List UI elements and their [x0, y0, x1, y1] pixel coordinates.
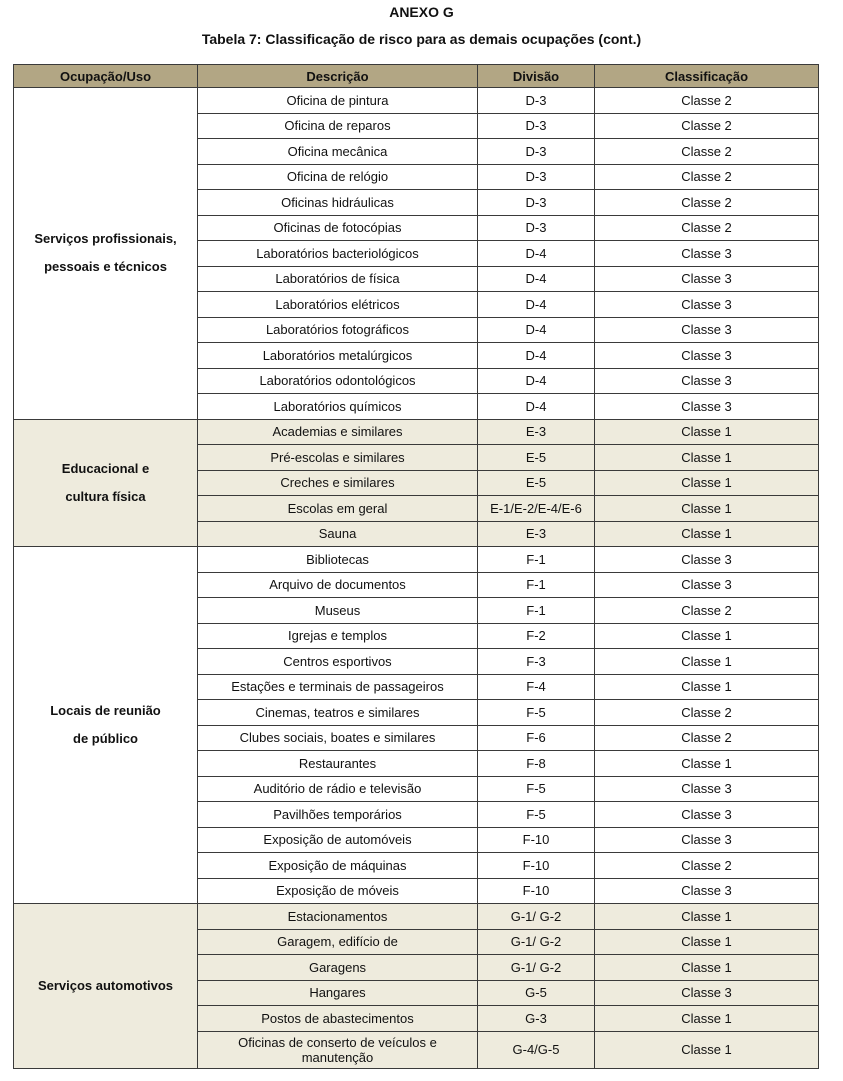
classification-cell: Classe 2: [595, 88, 819, 114]
division-cell: F-10: [478, 827, 595, 853]
classification-cell: Classe 1: [595, 496, 819, 522]
occupation-group-cell: [14, 419, 198, 547]
division-cell: F-5: [478, 776, 595, 802]
description-cell: Laboratórios metalúrgicos: [198, 343, 478, 369]
division-cell: F-10: [478, 878, 595, 904]
classification-cell: Classe 2: [595, 190, 819, 216]
description-cell: Oficina de pintura: [198, 88, 478, 114]
division-cell: D-3: [478, 113, 595, 139]
classification-cell: Classe 1: [595, 955, 819, 981]
classification-cell: Classe 1: [595, 751, 819, 777]
division-cell: D-4: [478, 368, 595, 394]
division-cell: E-5: [478, 445, 595, 471]
division-cell: F-2: [478, 623, 595, 649]
classification-cell: Classe 3: [595, 394, 819, 420]
division-cell: E-3: [478, 419, 595, 445]
classification-cell: Classe 1: [595, 904, 819, 930]
table-caption: Tabela 7: Classificação de risco para as demais ocupações (cont.): [201, 31, 642, 47]
classification-cell: Classe 3: [595, 266, 819, 292]
description-cell: Clubes sociais, boates e similares: [198, 725, 478, 751]
description-cell: Exposição de móveis: [198, 878, 478, 904]
classification-cell: Classe 3: [595, 343, 819, 369]
division-cell: D-4: [478, 241, 595, 267]
classification-cell: Classe 1: [595, 1006, 819, 1032]
description-cell: Exposição de máquinas: [198, 853, 478, 879]
description-cell: Oficinas de conserto de veículos e manutenção: [198, 1031, 478, 1068]
annex-title: ANEXO G: [389, 4, 454, 20]
division-cell: E-5: [478, 470, 595, 496]
description-cell: Escolas em geral: [198, 496, 478, 522]
occupation-group-cell: [14, 88, 198, 420]
classification-cell: Classe 3: [595, 980, 819, 1006]
description-cell: Creches e similares: [198, 470, 478, 496]
division-cell: D-3: [478, 164, 595, 190]
classification-cell: Classe 3: [595, 241, 819, 267]
classification-cell: Classe 3: [595, 572, 819, 598]
division-cell: F-4: [478, 674, 595, 700]
classification-cell: Classe 2: [595, 725, 819, 751]
description-cell: Pré-escolas e similares: [198, 445, 478, 471]
division-cell: D-4: [478, 266, 595, 292]
description-cell: Arquivo de documentos: [198, 572, 478, 598]
table-header: [14, 65, 819, 88]
table-row: [14, 904, 819, 930]
classification-cell: Classe 3: [595, 317, 819, 343]
description-cell: Laboratórios bacteriológicos: [198, 241, 478, 267]
division-cell: D-4: [478, 394, 595, 420]
classification-cell: Classe 2: [595, 598, 819, 624]
division-cell: E-1/E-2/E-4/E-6: [478, 496, 595, 522]
occupation-group-name: Locais de reunião: [50, 703, 161, 718]
description-cell: Laboratórios fotográficos: [198, 317, 478, 343]
description-cell: Laboratórios elétricos: [198, 292, 478, 318]
classification-cell: Classe 2: [595, 164, 819, 190]
description-cell: Auditório de rádio e televisão: [198, 776, 478, 802]
division-cell: F-1: [478, 572, 595, 598]
table-row: [14, 419, 819, 445]
classification-cell: Classe 3: [595, 776, 819, 802]
division-cell: G-1/ G-2: [478, 955, 595, 981]
description-cell: Pavilhões temporários: [198, 802, 478, 828]
classification-cell: Classe 1: [595, 470, 819, 496]
classification-cell: Classe 2: [595, 853, 819, 879]
description-cell: Igrejas e templos: [198, 623, 478, 649]
division-cell: F-8: [478, 751, 595, 777]
table-row: [14, 88, 819, 114]
classification-cell: Classe 3: [595, 547, 819, 573]
division-cell: D-4: [478, 343, 595, 369]
division-cell: D-3: [478, 190, 595, 216]
classification-cell: Classe 3: [595, 292, 819, 318]
description-cell: Garagens: [198, 955, 478, 981]
division-cell: D-3: [478, 215, 595, 241]
table-row: [14, 547, 819, 573]
classification-cell: Classe 1: [595, 929, 819, 955]
description-cell: Academias e similares: [198, 419, 478, 445]
division-cell: D-3: [478, 88, 595, 114]
occupation-group-name: Educacional e: [61, 460, 150, 476]
division-cell: F-1: [478, 547, 595, 573]
table-body: [14, 88, 819, 1069]
classification-cell: Classe 2: [595, 113, 819, 139]
division-cell: E-3: [478, 521, 595, 547]
description-cell: Centros esportivos: [198, 649, 478, 675]
division-cell: G-4/G-5: [478, 1031, 595, 1068]
division-cell: F-5: [478, 802, 595, 828]
classification-cell: Classe 3: [595, 802, 819, 828]
classification-cell: Classe 3: [595, 827, 819, 853]
division-cell: F-6: [478, 725, 595, 751]
classification-cell: Classe 1: [595, 419, 819, 445]
classification-cell: Classe 3: [595, 878, 819, 904]
occupation-group-name: Serviços automotivos: [37, 977, 174, 993]
description-cell: Oficinas de fotocópias: [198, 215, 478, 241]
occupation-group-cell: [14, 547, 198, 904]
description-cell: Laboratórios de física: [198, 266, 478, 292]
division-cell: F-5: [478, 700, 595, 726]
description-cell: Bibliotecas: [198, 547, 478, 573]
description-cell: Cinemas, teatros e similares: [198, 700, 478, 726]
description-cell: Exposição de automóveis: [198, 827, 478, 853]
division-cell: G-1/ G-2: [478, 929, 595, 955]
description-cell: Oficina mecânica: [198, 139, 478, 165]
division-cell: D-3: [478, 139, 595, 165]
classification-cell: Classe 1: [595, 674, 819, 700]
division-cell: G-5: [478, 980, 595, 1006]
description-cell: Laboratórios odontológicos: [198, 368, 478, 394]
occupation-group-cell: [14, 904, 198, 1069]
header-divisao: Divisão: [478, 65, 595, 88]
classification-cell: Classe 1: [595, 521, 819, 547]
classification-cell: Classe 1: [595, 445, 819, 471]
classification-cell: Classe 3: [595, 368, 819, 394]
risk-classification-table: [13, 64, 819, 1069]
header-classificacao: Classificação: [595, 65, 819, 88]
division-cell: D-4: [478, 292, 595, 318]
description-cell: Hangares: [198, 980, 478, 1006]
division-cell: F-1: [478, 598, 595, 624]
description-cell: Restaurantes: [198, 751, 478, 777]
classification-cell: Classe 1: [595, 649, 819, 675]
description-cell: Museus: [198, 598, 478, 624]
division-cell: D-4: [478, 317, 595, 343]
description-cell: Oficinas hidráulicas: [198, 190, 478, 216]
description-cell: Estações e terminais de passageiros: [198, 674, 478, 700]
description-cell: Estacionamentos: [198, 904, 478, 930]
classification-cell: Classe 2: [595, 139, 819, 165]
occupation-group-name: Serviços profissionais,: [34, 231, 177, 247]
occupation-group-name: pessoais e técnicos: [44, 259, 167, 275]
classification-cell: Classe 2: [595, 215, 819, 241]
description-cell: Postos de abastecimentos: [198, 1006, 478, 1032]
classification-cell: Classe 1: [595, 1031, 819, 1068]
header-descricao: Descrição: [198, 65, 478, 88]
division-cell: G-3: [478, 1006, 595, 1032]
description-cell: Garagem, edifício de: [198, 929, 478, 955]
description-cell: Sauna: [198, 521, 478, 547]
header-ocupacao: Ocupação/Uso: [14, 65, 198, 88]
occupation-group-name: cultura física: [65, 488, 146, 504]
header-row: [14, 65, 819, 88]
occupation-group-name: de público: [73, 731, 138, 746]
classification-cell: Classe 2: [595, 700, 819, 726]
description-cell: Laboratórios químicos: [198, 394, 478, 420]
description-cell: Oficina de reparos: [198, 113, 478, 139]
division-cell: F-3: [478, 649, 595, 675]
division-cell: G-1/ G-2: [478, 904, 595, 930]
description-cell: Oficina de relógio: [198, 164, 478, 190]
division-cell: F-10: [478, 853, 595, 879]
classification-cell: Classe 1: [595, 623, 819, 649]
